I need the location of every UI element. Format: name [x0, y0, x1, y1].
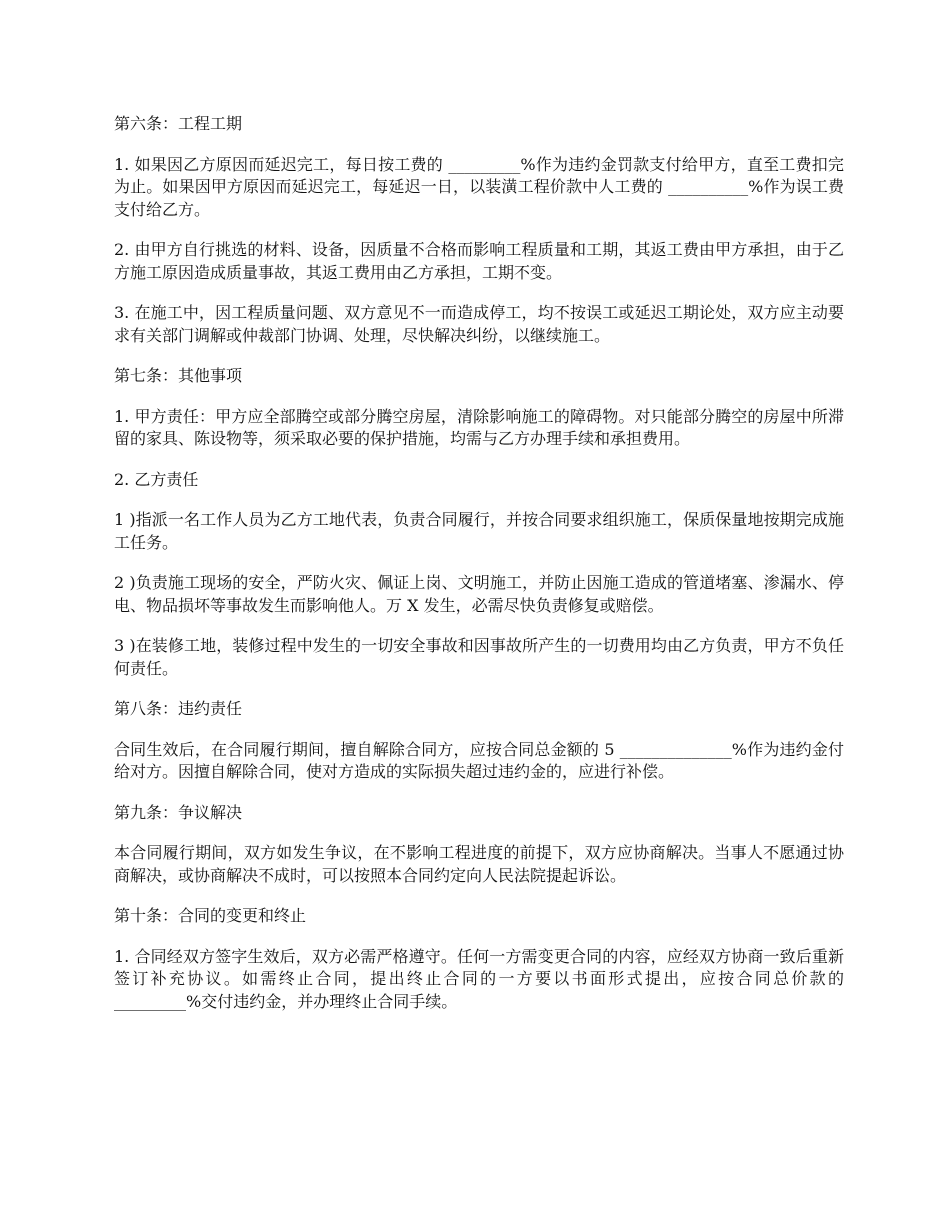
- article-7-clause-1: 1. 甲方责任：甲方应全部腾空或部分腾空房屋，清除影响施工的障碍物。对只能部分腾空的房屋中所滞留的家具、陈设物等，须采取必要的保护措施，均需与乙方办理手续和承担费用。: [114, 406, 844, 448]
- article-10-clause-1: 1. 合同经双方签字生效后，双方必需严格遵守。任何一方需变更合同的内容，应经双方协商一致后重新签订补充协议。如需终止合同，提出终止合同的一方要以书面形式提出，应按合同总价款的 _________%交付违约金，并办理终止合同手续。: [114, 946, 844, 1011]
- article-7-clause-2: 2. 乙方责任: [114, 469, 199, 489]
- article-6-heading: 第六条：工程工期: [114, 114, 243, 133]
- article-7-heading: 第七条：其他事项: [114, 366, 243, 385]
- article-9-text: 本合同履行期间，双方如发生争议，在不影响工程进度的前提下，双方应协商解决。当事人不愿通过协商解决，或协商解决不成时，可以按照本合同约定向人民法院提起诉讼。: [114, 843, 844, 885]
- article-8-text: 合同生效后，在合同履行期间，擅自解除合同方，应按合同总金额的 5 ______________%作为违约金付给对方。因擅自解除合同，使对方造成的实际损失超过违约金的，应进行补偿。: [114, 739, 844, 781]
- document-body: [114, 113, 844, 1031]
- article-6-clause-2: 2. 由甲方自行挑选的材料、设备，因质量不合格而影响工程质量和工期，其返工费由甲方承担，由于乙方施工原因造成质量事故，其返工费用由乙方承担，工期不变。: [114, 240, 844, 282]
- article-7-subclause-1: 1 )指派一名工作人员为乙方工地代表，负责合同履行，并按合同要求组织施工，保质保量地按期完成施工任务。: [114, 510, 844, 552]
- article-9-heading: 第九条：争议解决: [114, 802, 243, 822]
- article-10-heading: 第十条：合同的变更和终止: [114, 906, 307, 925]
- article-6-clause-1: 1. 如果因乙方原因而延迟完工，每日按工费的 _________%作为违约金罚款支付给甲方，直至工费扣完为止。如果因甲方原因而延迟完工，每延迟一日，以装潢工程价款中人工费的 __________%作为误工费支付给乙方。: [114, 154, 844, 219]
- article-7-subclause-3: 3 )在装修工地，装修过程中发生的一切安全事故和因事故所产生的一切费用均由乙方负责，甲方不负任何责任。: [114, 636, 844, 678]
- article-8-heading: 第八条：违约责任: [114, 699, 243, 718]
- article-7-subclause-2: 2 )负责施工现场的安全，严防火灾、佩证上岗、文明施工，并防止因施工造成的管道堵塞、渗漏水、停电、物品损坏等事故发生而影响他人。万 X 发生，必需尽快负责修复或赔偿。: [114, 573, 844, 615]
- article-6-clause-3: 3. 在施工中，因工程质量问题、双方意见不一而造成停工，均不按误工或延迟工期论处，双方应主动要求有关部门调解或仲裁部门协调、处理，尽快解决纠纷，以继续施工。: [114, 303, 844, 345]
